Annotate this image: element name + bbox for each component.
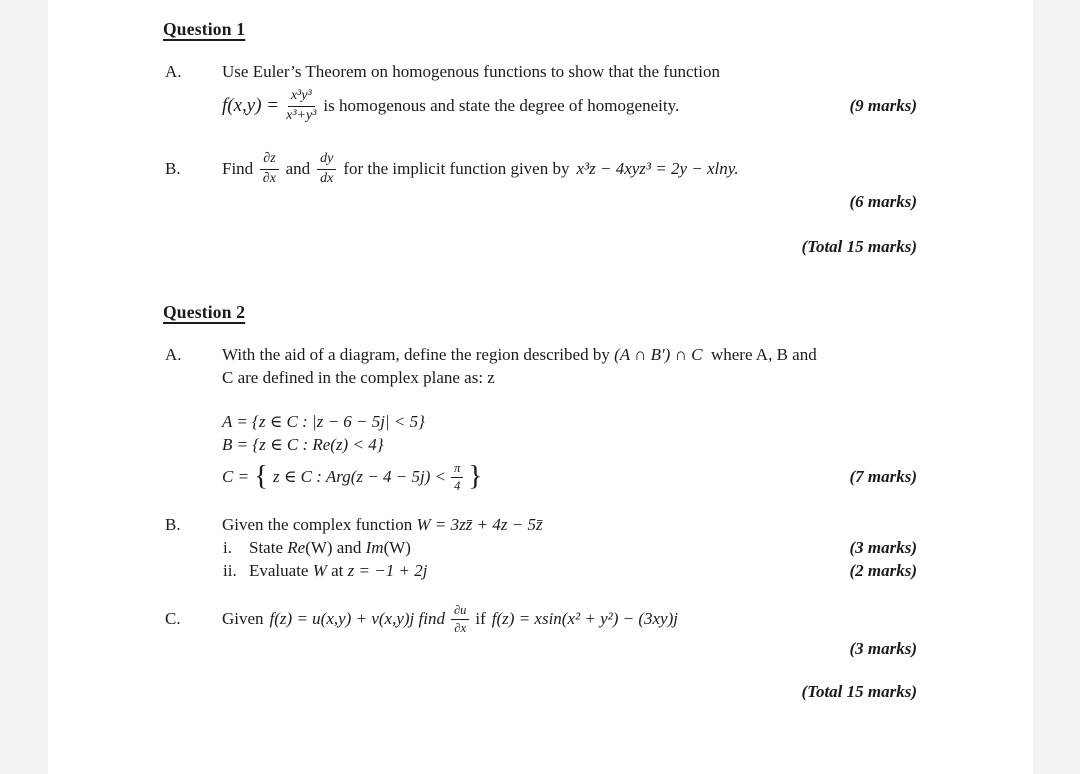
q2-part-c-line bbox=[222, 598, 1033, 640]
q2-set-b-row bbox=[48, 435, 1033, 455]
question1-title: Question 1 bbox=[163, 19, 246, 39]
q1-part-b-and: and bbox=[285, 159, 311, 178]
question1-heading-row bbox=[48, 19, 1033, 40]
q2-set-c-row bbox=[48, 458, 1033, 496]
q2-pi-fraction-denominator: 4 bbox=[454, 478, 461, 493]
q1-derivative-fraction-numerator: dy bbox=[317, 151, 336, 169]
q2-part-c-equation1: f(z) = u(x,y) + v(x,y)j find bbox=[269, 609, 445, 628]
q2-partial-u-fraction-numerator: ∂u bbox=[451, 603, 469, 619]
q1-derivative-fraction bbox=[317, 151, 336, 186]
q2-part-b-item-ii-row bbox=[48, 561, 1033, 583]
q2-pi-fraction-numerator: π bbox=[451, 461, 463, 477]
q2-part-a-marks: (7 marks) bbox=[849, 467, 917, 486]
q2-part-a-label: A. bbox=[165, 345, 182, 364]
q1-derivative-fraction-denominator: dx bbox=[320, 170, 334, 186]
q1-fraction bbox=[286, 88, 316, 123]
q2-region-expression: (A ∩ B′) ∩ C bbox=[614, 345, 703, 364]
q2-total-marks: (Total 15 marks) bbox=[801, 682, 917, 701]
q2-part-a-line1-row bbox=[48, 345, 1033, 365]
q2-part-c-marks: (3 marks) bbox=[849, 639, 917, 658]
q2-part-b-label: B. bbox=[165, 515, 181, 534]
q2-item-ii-seg2: W bbox=[312, 561, 327, 580]
q1-total-row bbox=[48, 237, 1033, 259]
q1-partial-fraction-numerator: ∂z bbox=[260, 151, 278, 169]
q2-item-ii-seg1: Evaluate bbox=[249, 561, 313, 580]
q2-pi-fraction bbox=[451, 461, 463, 493]
q1-part-b-marks-row bbox=[48, 192, 1033, 214]
q1-part-a-line2-row bbox=[48, 84, 1033, 128]
q2-part-b-equation: W = 3zz̄ + 4z − 5z̄ bbox=[416, 515, 543, 534]
q2-set-c-open-brace: { bbox=[254, 460, 268, 492]
q1-part-b-row bbox=[48, 146, 1033, 192]
q1-part-a-line1-text: Use Euler’s Theorem on homogenous functions to show that the function bbox=[222, 62, 720, 81]
q2-item-i-seg5: (W) bbox=[383, 538, 411, 557]
q1-part-a-line1 bbox=[222, 62, 1033, 82]
q2-item-i-seg3: (W) and bbox=[305, 538, 366, 557]
q1-part-b-text: for the implicit function given by bbox=[343, 159, 570, 178]
q2-set-c-body: z ∈ C : Arg(z − 4 − 5j) < bbox=[272, 467, 447, 486]
q1-part-b-line bbox=[222, 146, 1033, 192]
q1-fraction-denominator: x³+y³ bbox=[286, 107, 317, 123]
q2-part-a-line2 bbox=[222, 368, 1033, 388]
q1-part-b-marks: (6 marks) bbox=[849, 192, 917, 211]
q2-part-b-row bbox=[48, 515, 1033, 535]
q2-set-c-close-brace: } bbox=[468, 460, 483, 492]
q1-part-a-line1-row bbox=[48, 62, 1033, 82]
q1-partial-fraction bbox=[260, 151, 278, 186]
q2-item-i-seg4: Im bbox=[365, 538, 384, 557]
q2-part-c-if: if bbox=[475, 609, 486, 628]
q2-part-a-line2-text: C are defined in the complex plane as: z bbox=[222, 368, 495, 387]
q2-part-a-line2-row bbox=[48, 368, 1033, 388]
question2-heading-row bbox=[48, 302, 1033, 323]
q2-part-c-row bbox=[48, 598, 1033, 640]
q2-item-ii-marks: (2 marks) bbox=[849, 561, 917, 580]
q1-part-a-label: A. bbox=[165, 62, 182, 81]
q2-item-ii-seg3: at bbox=[326, 561, 348, 580]
exam-paper-page bbox=[48, 0, 1033, 774]
q2-part-c-marks-row bbox=[48, 639, 1033, 661]
q1-part-a-line2-text: is homogenous and state the degree of homogeneity. bbox=[323, 96, 680, 115]
q2-part-a-line1-post: where A, B and bbox=[702, 345, 817, 364]
q1-partial-fraction-denominator: ∂x bbox=[262, 170, 276, 186]
q1-total-marks: (Total 15 marks) bbox=[801, 237, 917, 256]
q2-set-c-lhs: C = bbox=[222, 467, 250, 486]
q2-part-a-line1-pre: With the aid of a diagram, define the region described by bbox=[222, 345, 615, 364]
q2-part-c-equation2: f(z) = xsin(x² + y²) − (3xy)j bbox=[491, 609, 678, 628]
q1-function-lhs: f(x,y) = bbox=[222, 95, 280, 116]
q1-fraction-numerator: x³y³ bbox=[288, 88, 315, 106]
question2-title: Question 2 bbox=[163, 302, 246, 322]
q2-item-ii-label: ii. bbox=[223, 561, 237, 580]
q2-part-c-label: C. bbox=[165, 609, 181, 628]
q2-item-i-seg1: State bbox=[249, 538, 288, 557]
q2-item-ii-seg4: z = −1 + 2j bbox=[347, 561, 428, 580]
q1-part-a-marks: (9 marks) bbox=[849, 96, 917, 115]
q1-part-b-equation: x³z − 4xyz³ = 2y − xlny. bbox=[576, 159, 739, 178]
q1-part-b-find: Find bbox=[222, 159, 254, 178]
q2-item-i-seg2: Re bbox=[287, 538, 306, 557]
q2-set-a-row bbox=[48, 412, 1033, 432]
q2-total-row bbox=[48, 682, 1033, 704]
q2-set-a-definition: A = {z ∈ C : |z − 6 − 5j| < 5} bbox=[222, 412, 425, 431]
q2-part-b-item-i-row bbox=[48, 538, 1033, 560]
q2-part-a-line1 bbox=[222, 345, 1033, 365]
q1-part-b-label: B. bbox=[165, 159, 181, 178]
q2-part-c-pre: Given bbox=[222, 609, 264, 628]
q2-item-i-label: i. bbox=[223, 538, 232, 557]
q2-partial-u-fraction-denominator: ∂x bbox=[454, 620, 467, 635]
q2-set-b-definition: B = {z ∈ C : Re(z) < 4} bbox=[222, 435, 384, 454]
q2-part-b-intro: Given the complex function bbox=[222, 515, 417, 534]
q2-partial-u-fraction bbox=[451, 603, 469, 635]
q2-item-i-marks: (3 marks) bbox=[849, 538, 917, 557]
q2-part-b-line bbox=[222, 515, 1033, 535]
